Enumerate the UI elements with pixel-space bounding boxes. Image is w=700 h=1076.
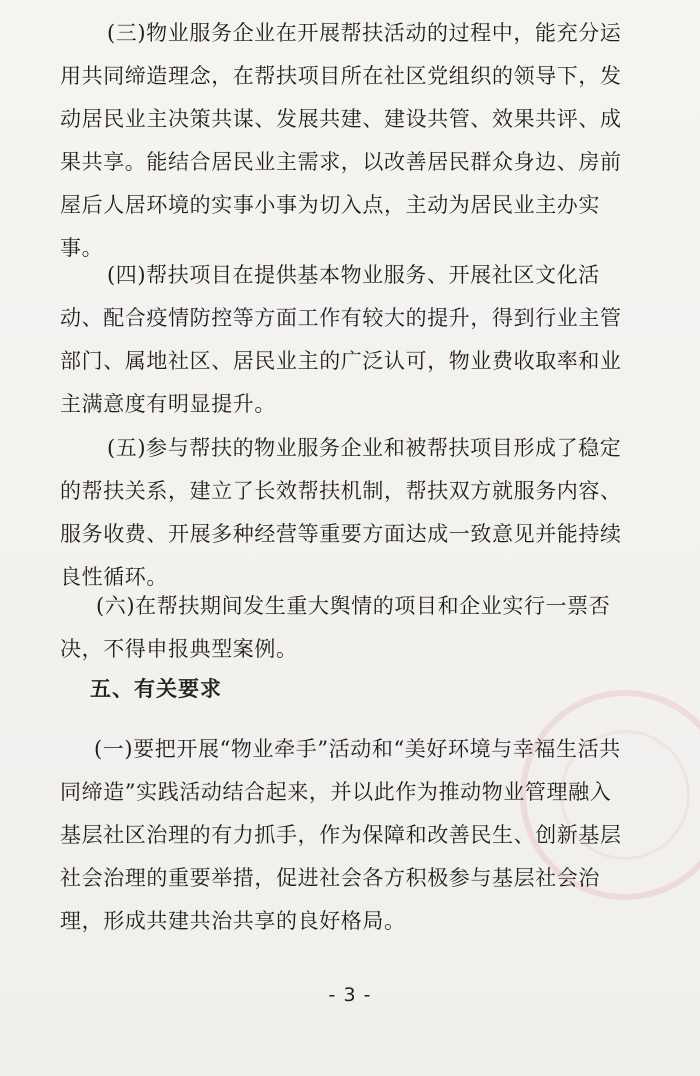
section-heading-requirements: 五、有关要求 <box>90 677 222 701</box>
page-number: - 3 - <box>328 984 372 1006</box>
requirement-paragraph-1: (一)要把开展“物业牵手”活动和“美好环境与幸福生活共同缔造”实践活动结合起来，并以此作为推动物业管理融入基层社区治理的有力抓手，作为保障和改善民生、创新基层社会治理的重要举措，促进社会各方积极参与基层社会治理，形成共建共治共享的良好格局。 <box>60 737 622 933</box>
paragraph-item-6: (六)在帮扶期间发生重大舆情的项目和企业实行一票否决，不得申报典型案例。 <box>60 594 611 661</box>
paragraph-item-4: (四)帮扶项目在提供基本物业服务、开展社区文化活动、配合疫情防控等方面工作有较大的提升，得到行业主管部门、属地社区、居民业主的广泛认可，物业费收取率和业主满意度有明显提升。 <box>60 263 622 416</box>
paragraph-item-3: (三)物业服务企业在开展帮扶活动的过程中，能充分运用共同缔造理念，在帮扶项目所在社区党组织的领导下，发动居民业主决策共谋、发展共建、建设共管、效果共评、成果共享。能结合居民业主需求，以改善居民群众身边、房前屋后人居环境的实事小事为切入点，主动为居民业主办实事。 <box>60 21 622 260</box>
paragraph-item-5: (五)参与帮扶的物业服务企业和被帮扶项目形成了稳定的帮扶关系，建立了长效帮扶机制，帮扶双方就服务内容、服务收费、开展多种经营等重要方面达成一致意见并能持续良性循环。 <box>60 436 622 589</box>
